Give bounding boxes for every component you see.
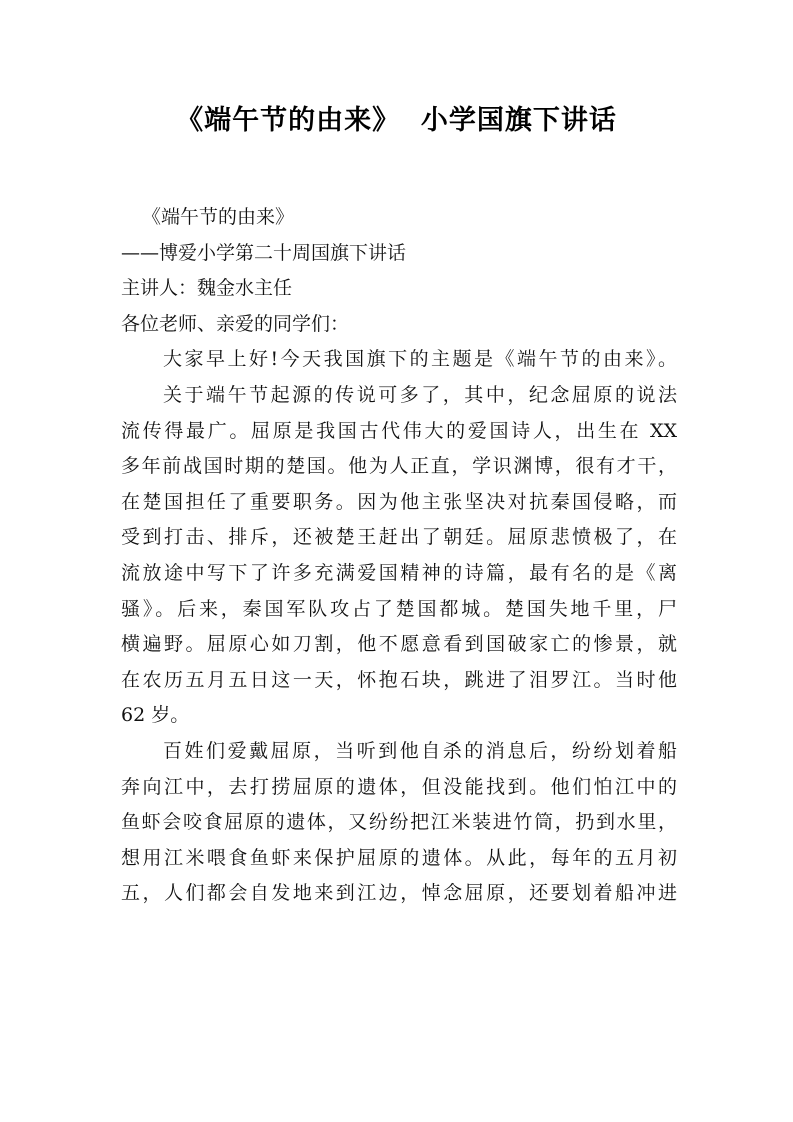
paragraph-line: 奔向江中，去打捞屈原的遗体，但没能找到。他们怕江中的 [121,775,677,798]
paragraph-line: 流传得最广。屈原是我国古代伟大的爱国诗人，出生在 XX [121,419,677,442]
speech-subject-line: 《端午节的由来》 [142,206,295,228]
document-title: 《端午节的由来》 小学国旗下讲话 [176,105,617,136]
paragraph-line: 多年前战国时期的楚国。他为人正直，学识渊博，很有才干， [121,455,677,478]
paragraph-line: 受到打击、排斥，还被楚王赶出了朝廷。屈原悲愤极了，在 [121,526,677,549]
speaker-line: 主讲人：魏金水主任 [121,277,293,300]
salutation-line: 各位老师、亲爱的同学们： [121,312,350,335]
greeting-line: 大家早上好!今天我国旗下的主题是《端午节的由来》。 [163,348,677,371]
paragraph-line: 骚》。后来，秦国军队攻占了楚国都城。楚国失地千里，尸 [121,597,677,620]
paragraph-1 [121,378,677,734]
paragraph-line: 想用江米喂食鱼虾来保护屈原的遗体。从此，每年的五月初 [121,846,677,869]
speech-occasion-line: ——博爱小学第二十周国旗下讲话 [121,241,407,264]
paragraph-line: 关于端午节起源的传说可多了，其中，纪念屈原的说法 [163,383,677,406]
paragraph-line: 百姓们爱戴屈原，当听到他自杀的消息后，纷纷划着船 [163,739,677,762]
document-body [121,200,677,912]
paragraph-line: 62 岁。 [121,704,190,727]
paragraph-line: 在楚国担任了重要职务。因为他主张坚决对抗秦国侵略，而 [121,490,677,513]
paragraph-line: 五，人们都会自发地来到江边，悼念屈原，还要划着船冲进 [121,882,677,905]
paragraph-line: 在农历五月五日这一天，怀抱石块，跳进了泪罗江。当时他 [121,668,677,691]
paragraph-2 [121,734,677,912]
paragraph-line: 流放途中写下了许多充满爱国精神的诗篇，最有名的是《离 [121,561,677,584]
paragraph-line: 横遍野。屈原心如刀割，他不愿意看到国破家亡的惨景，就 [121,633,677,656]
paragraph-line: 鱼虾会咬食屈原的遗体，又纷纷把江米装进竹筒，扔到水里， [121,811,677,834]
